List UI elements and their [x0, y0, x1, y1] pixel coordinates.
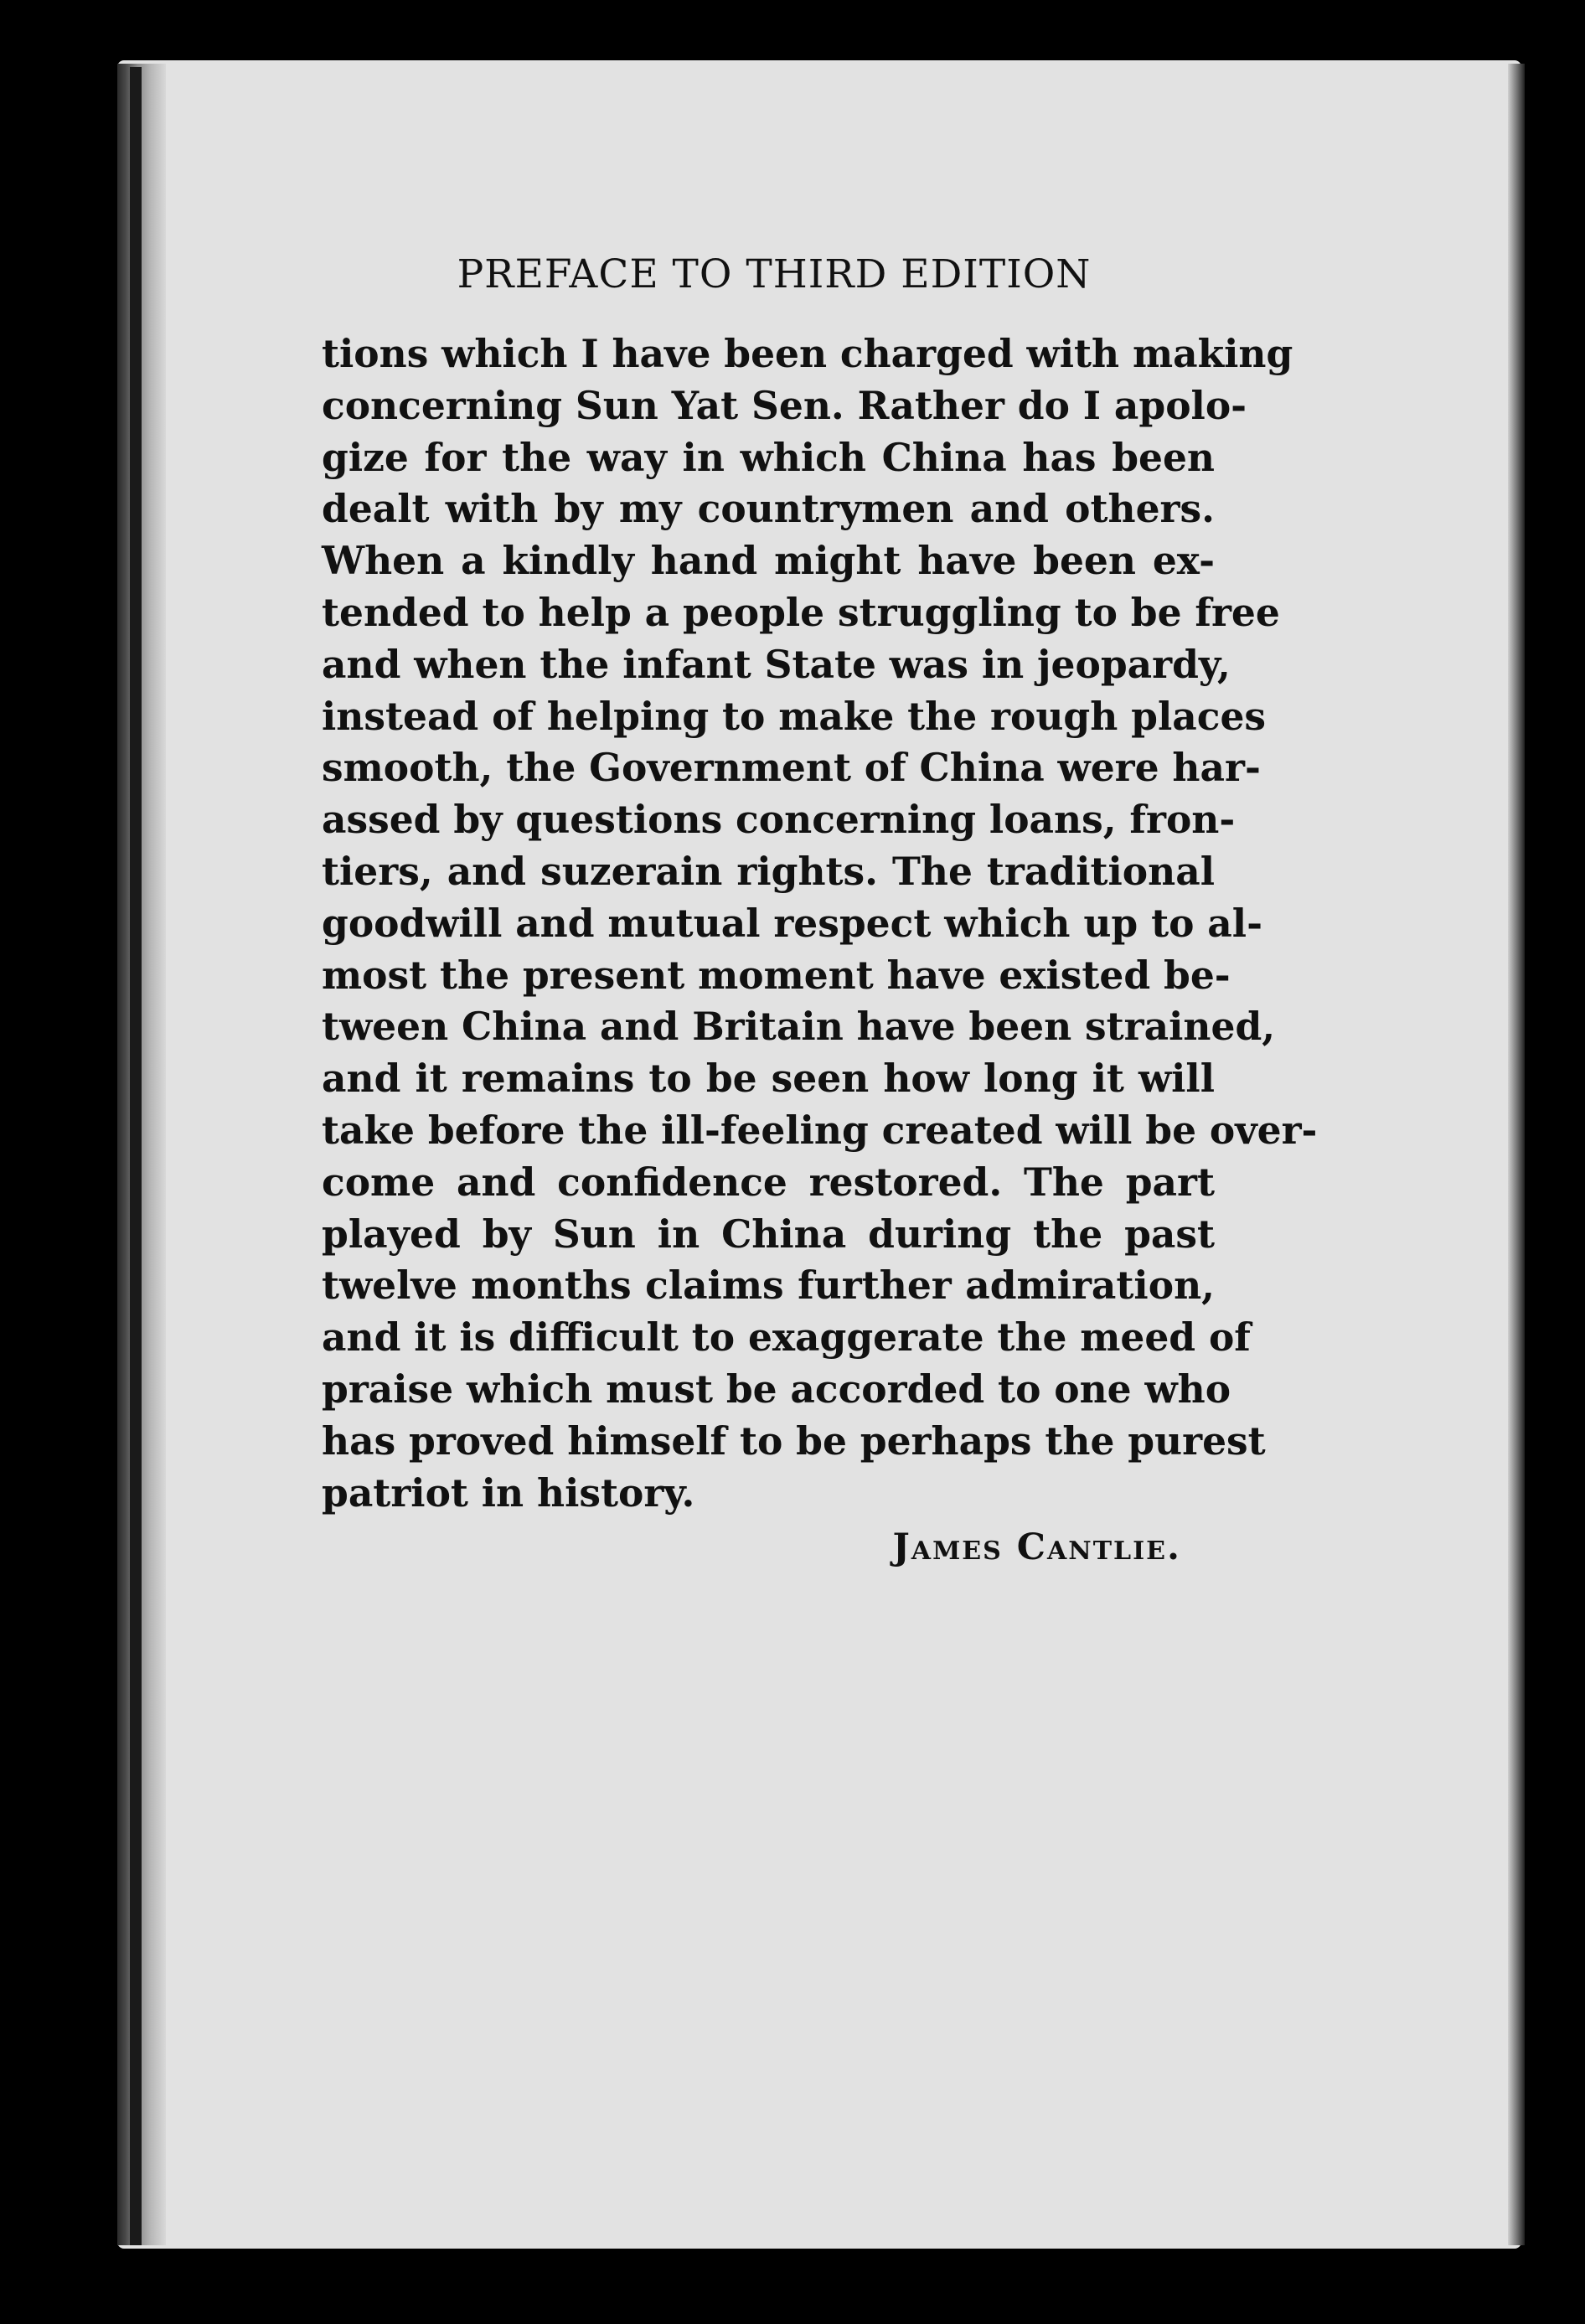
text-line: tiers, and suzerain rights. The traditional — [322, 848, 1215, 894]
text-line: gize for the way in which China has been — [322, 434, 1215, 480]
text-line: and when the infant State was in jeopardy, — [322, 641, 1231, 687]
text-line: instead of helping to make the rough places — [322, 693, 1267, 739]
text-line: dealt with by my countrymen and others. — [322, 486, 1215, 532]
text-line: and it remains to be seen how long it will — [322, 1056, 1215, 1102]
page-gutter-shadow — [117, 64, 166, 2245]
page-right-edge — [1508, 64, 1525, 2245]
text-line: most the present moment have existed be- — [322, 952, 1231, 998]
text-line: praise which must be accorded to one who — [322, 1366, 1231, 1412]
text-line: assed by questions concerning loans, fron- — [322, 797, 1236, 843]
text-line: played by Sun in China during the past — [322, 1211, 1215, 1257]
text-line: When a kindly hand might have been ex- — [322, 538, 1215, 584]
text-line: has proved himself to be perhaps the purest — [322, 1418, 1266, 1464]
text-line: goodwill and mutual respect which up to al- — [322, 900, 1262, 946]
text-line: come and confidence restored. The part — [322, 1159, 1215, 1205]
author-signature: James Cantlie. — [892, 1526, 1181, 1568]
text-line: tween China and Britain have been strained, — [322, 1004, 1276, 1050]
text-line: tended to help a people struggling to be free — [322, 589, 1280, 635]
body-paragraph — [322, 328, 1318, 1519]
text-line: twelve months claims further admiration, — [322, 1263, 1215, 1309]
binding-edge — [130, 67, 142, 2245]
text-line-last: patriot in history. — [322, 1469, 695, 1516]
running-header: PREFACE TO THIRD EDITION — [457, 251, 1092, 297]
text-line: and it is difficult to exaggerate the meed of — [322, 1314, 1251, 1361]
text-line: take before the ill-feeling created will be over- — [322, 1107, 1318, 1153]
text-line: concerning Sun Yat Sen. Rather do I apolo- — [322, 382, 1247, 428]
text-line: tions which I have been charged with making — [322, 331, 1293, 376]
text-line: smooth, the Government of China were har- — [322, 745, 1261, 791]
